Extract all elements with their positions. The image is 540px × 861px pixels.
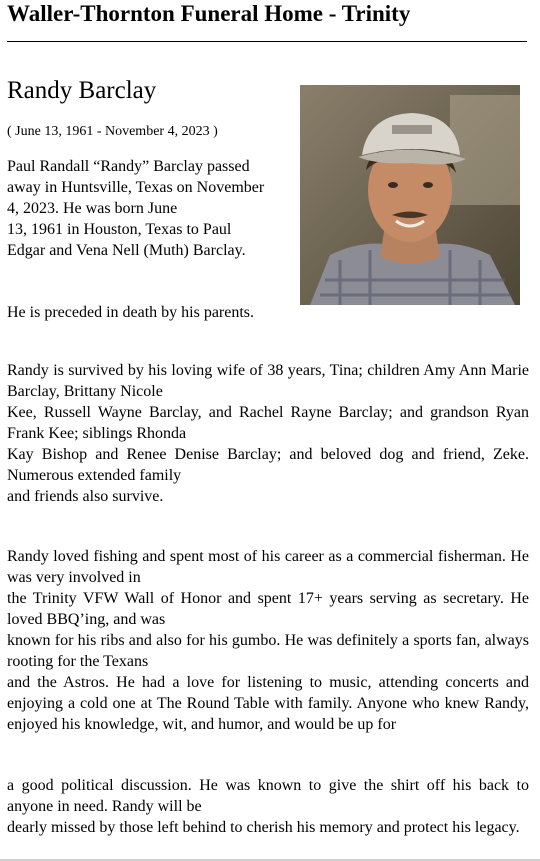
paragraph-line: a good political discussion. He was known to give the shirt off his back to anyone in need. Randy will be [7, 777, 529, 815]
paragraph-line: and the Astros. He had a love for listening to music, attending concerts and enjoying a cold one at The Round Table with family. Anyone who knew Randy, enjoyed his knowledge, wit, and humor, and would be up for [7, 674, 529, 733]
obituary-paragraph-1 [7, 156, 292, 261]
paragraph-line: He is preceded in death by his parents. [7, 304, 255, 321]
paragraph-line: Paul Randall “Randy” Barclay passed [7, 158, 250, 175]
portrait-image [300, 85, 520, 305]
paragraph-line: away in Huntsville, Texas on November [7, 179, 265, 196]
paragraph-line: known for his ribs and also for his gumbo. He was definitely a sports fan, always rooting for the Texans [7, 632, 529, 670]
paragraph-line: Kay Bishop and Renee Denise Barclay; and beloved dog and friend, Zeke. Numerous extended family [7, 446, 529, 484]
obituary-paragraph-3 [7, 360, 529, 507]
paragraph-line: Kee, Russell Wayne Barclay, and Rachel Rayne Barclay; and grandson Ryan Frank Kee; siblings Rhonda [7, 404, 529, 442]
paragraph-line: Randy is survived by his loving wife of 38 years, Tina; children Amy Ann Marie Barclay, Brittany Nicole [7, 362, 529, 400]
site-title: Waller-Thornton Funeral Home - Trinity [7, 1, 411, 26]
paragraph-line: 13, 1961 in Houston, Texas to Paul [7, 221, 232, 238]
site-header [7, 0, 527, 42]
paragraph-line: and friends also survive. [7, 488, 164, 505]
obituary-paragraph-5 [7, 775, 529, 838]
paragraph-line: 4, 2023. He was born June [7, 200, 178, 217]
portrait-photo [300, 85, 520, 305]
paragraph-line: dearly missed by those left behind to cherish his memory and protect his legacy. [7, 819, 520, 836]
deceased-name: Randy Barclay [7, 77, 157, 104]
paragraph-line: Edgar and Vena Nell (Muth) Barclay. [7, 242, 246, 259]
life-dates: ( June 13, 1961 - November 4, 2023 ) [7, 124, 218, 139]
paragraph-line: the Trinity VFW Wall of Honor and spent 17+ years serving as secretary. He loved BBQ’ing, and was [7, 590, 529, 628]
obituary-paragraph-4 [7, 546, 529, 735]
paragraph-line: Randy loved fishing and spent most of his career as a commercial fisherman. He was very involved in [7, 548, 529, 586]
obituary-paragraph-2 [7, 302, 529, 323]
